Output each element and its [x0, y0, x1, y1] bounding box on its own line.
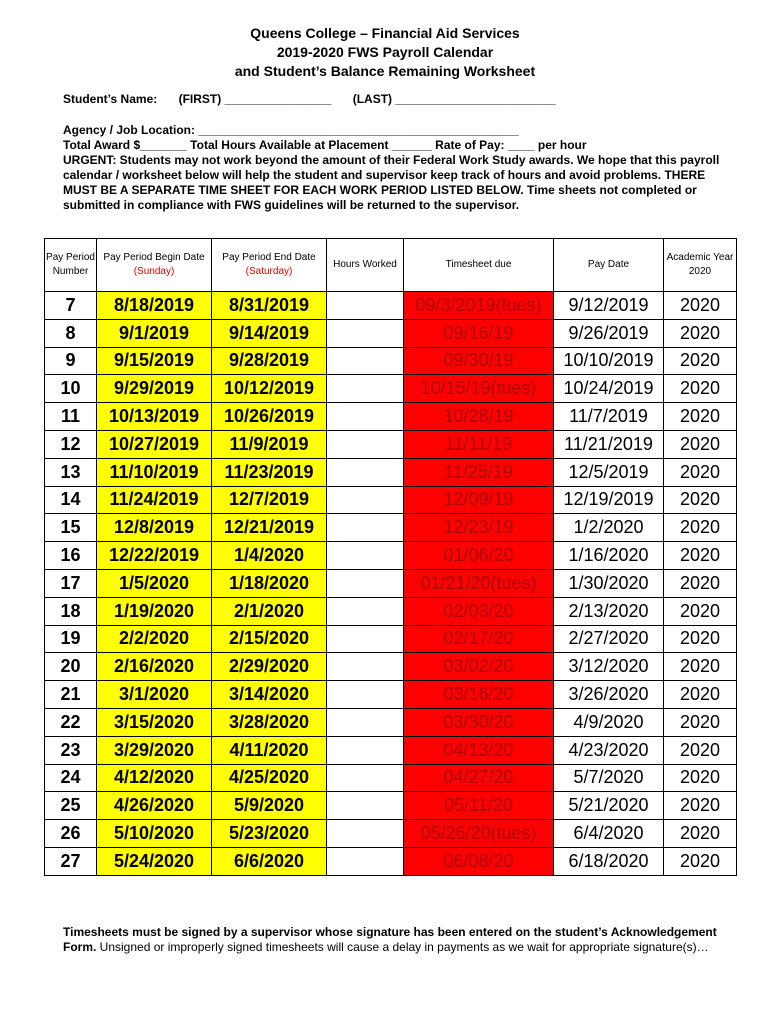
- cell-timesheet-due: 10/28/19: [404, 403, 554, 431]
- placement-info: [63, 123, 723, 213]
- cell-hours-worked[interactable]: [327, 430, 404, 458]
- cell-timesheet-due: 02/17/20: [404, 625, 554, 653]
- cell-begin-date: 12/22/2019: [97, 542, 212, 570]
- cell-pay-period-number: 7: [45, 292, 97, 320]
- cell-end-date: 1/4/2020: [212, 542, 327, 570]
- cell-timesheet-due: 01/06/20: [404, 542, 554, 570]
- cell-academic-year: 2020: [664, 292, 737, 320]
- cell-pay-period-number: 27: [45, 847, 97, 875]
- cell-pay-period-number: 20: [45, 653, 97, 681]
- cell-begin-date: 5/10/2020: [97, 820, 212, 848]
- table-header-row: [45, 239, 737, 292]
- header-begin-date: Pay Period Begin Date (Sunday): [97, 239, 212, 292]
- cell-begin-date: 11/10/2019: [97, 458, 212, 486]
- cell-academic-year: 2020: [664, 458, 737, 486]
- table-body: [45, 292, 737, 876]
- cell-begin-date: 3/15/2020: [97, 708, 212, 736]
- cell-end-date: 5/9/2020: [212, 792, 327, 820]
- cell-pay-date: 9/12/2019: [554, 292, 664, 320]
- cell-hours-worked[interactable]: [327, 653, 404, 681]
- cell-academic-year: 2020: [664, 792, 737, 820]
- table-row: [45, 708, 737, 736]
- cell-hours-worked[interactable]: [327, 347, 404, 375]
- cell-timesheet-due: 06/08/20: [404, 847, 554, 875]
- cell-timesheet-due: 03/16/20: [404, 681, 554, 709]
- cell-academic-year: 2020: [664, 486, 737, 514]
- cell-hours-worked[interactable]: [327, 292, 404, 320]
- table-row: [45, 430, 737, 458]
- footer-text: Unsigned or improperly signed timesheets will cause a delay in payments as we wait for appropriate signature(s)…: [96, 940, 709, 954]
- header-hours-worked: Hours Worked: [327, 239, 404, 292]
- cell-end-date: 4/11/2020: [212, 736, 327, 764]
- cell-pay-period-number: 14: [45, 486, 97, 514]
- table-row: [45, 569, 737, 597]
- cell-pay-date: 1/16/2020: [554, 542, 664, 570]
- cell-hours-worked[interactable]: [327, 708, 404, 736]
- cell-pay-period-number: 13: [45, 458, 97, 486]
- cell-end-date: 4/25/2020: [212, 764, 327, 792]
- table-row: [45, 820, 737, 848]
- cell-academic-year: 2020: [664, 403, 737, 431]
- cell-academic-year: 2020: [664, 375, 737, 403]
- header-timesheet-due: Timesheet due: [404, 239, 554, 292]
- cell-begin-date: 5/24/2020: [97, 847, 212, 875]
- cell-pay-period-number: 25: [45, 792, 97, 820]
- student-name-row: [63, 92, 574, 106]
- urgent-text: Students may not work beyond the amount of their Federal Work Study awards. We hope that this payroll calendar / worksheet below will help the student and supervisor keep track of hours and avoid problems. THERE MUST BE A SEPARATE TIME SHEET FOR EACH WORK PERIOD LISTED BELOW. Time sheets not completed or submitted in compliance with FWS guidelines will be returned to the supervisor.: [63, 153, 720, 212]
- table-row: [45, 597, 737, 625]
- first-name-field[interactable]: (FIRST) ________________: [178, 92, 332, 106]
- table-row: [45, 292, 737, 320]
- table-row: [45, 347, 737, 375]
- cell-end-date: 12/7/2019: [212, 486, 327, 514]
- cell-timesheet-due: 05/26/20(tues): [404, 820, 554, 848]
- title-line-2: 2019-2020 FWS Payroll Calendar: [276, 44, 494, 60]
- table-row: [45, 653, 737, 681]
- cell-timesheet-due: 04/13/20: [404, 736, 554, 764]
- header-begin-day: (Sunday): [133, 266, 175, 277]
- document-title-block: [0, 24, 770, 81]
- cell-pay-date: 11/21/2019: [554, 430, 664, 458]
- cell-pay-period-number: 16: [45, 542, 97, 570]
- header-end-day: (Saturday): [245, 266, 293, 277]
- cell-academic-year: 2020: [664, 653, 737, 681]
- cell-end-date: 11/23/2019: [212, 458, 327, 486]
- cell-end-date: 10/12/2019: [212, 375, 327, 403]
- agency-line[interactable]: Agency / Job Location: ________________________________________________: [63, 123, 519, 137]
- cell-begin-date: 10/13/2019: [97, 403, 212, 431]
- cell-pay-period-number: 12: [45, 430, 97, 458]
- cell-pay-date: 12/5/2019: [554, 458, 664, 486]
- cell-hours-worked[interactable]: [327, 319, 404, 347]
- cell-academic-year: 2020: [664, 847, 737, 875]
- cell-end-date: 3/14/2020: [212, 681, 327, 709]
- footer-bold-text: Timesheets must be signed by a supervisor whose signature has been entered on the student’s Acknowledgement Form.: [63, 925, 717, 954]
- payroll-calendar-table: [44, 238, 737, 876]
- title-line-3: and Student’s Balance Remaining Worksheet: [234, 63, 536, 79]
- cell-hours-worked[interactable]: [327, 625, 404, 653]
- cell-pay-period-number: 11: [45, 403, 97, 431]
- footer-note: [63, 925, 723, 955]
- last-name-field[interactable]: (LAST) ________________________: [352, 92, 556, 106]
- cell-pay-period-number: 8: [45, 319, 97, 347]
- table-row: [45, 792, 737, 820]
- header-end-date: Pay Period End Date (Saturday): [212, 239, 327, 292]
- cell-academic-year: 2020: [664, 820, 737, 848]
- table-row: [45, 458, 737, 486]
- table-row: [45, 681, 737, 709]
- table-row: [45, 375, 737, 403]
- cell-begin-date: 2/2/2020: [97, 625, 212, 653]
- cell-begin-date: 11/24/2019: [97, 486, 212, 514]
- cell-pay-period-number: 19: [45, 625, 97, 653]
- cell-end-date: 9/14/2019: [212, 319, 327, 347]
- urgent-label: URGENT:: [63, 153, 117, 167]
- award-line[interactable]: Total Award $_______ Total Hours Available at Placement ______ Rate of Pay: ____ per hour: [63, 138, 587, 152]
- cell-timesheet-due: 12/09/19: [404, 486, 554, 514]
- cell-pay-date: 6/4/2020: [554, 820, 664, 848]
- cell-begin-date: 1/5/2020: [97, 569, 212, 597]
- cell-timesheet-due: 09/3/2019(tues): [404, 292, 554, 320]
- cell-pay-period-number: 24: [45, 764, 97, 792]
- cell-hours-worked[interactable]: [327, 542, 404, 570]
- cell-end-date: 2/1/2020: [212, 597, 327, 625]
- cell-timesheet-due: 09/16/19: [404, 319, 554, 347]
- cell-pay-date: 4/23/2020: [554, 736, 664, 764]
- cell-academic-year: 2020: [664, 319, 737, 347]
- cell-begin-date: 9/1/2019: [97, 319, 212, 347]
- cell-hours-worked[interactable]: [327, 736, 404, 764]
- cell-begin-date: 2/16/2020: [97, 653, 212, 681]
- cell-pay-date: 2/13/2020: [554, 597, 664, 625]
- cell-pay-date: 5/21/2020: [554, 792, 664, 820]
- cell-hours-worked[interactable]: [327, 792, 404, 820]
- cell-hours-worked[interactable]: [327, 820, 404, 848]
- cell-end-date: 12/21/2019: [212, 514, 327, 542]
- cell-pay-date: 10/10/2019: [554, 347, 664, 375]
- cell-pay-date: 2/27/2020: [554, 625, 664, 653]
- cell-pay-date: 5/7/2020: [554, 764, 664, 792]
- cell-pay-period-number: 10: [45, 375, 97, 403]
- cell-pay-date: 3/12/2020: [554, 653, 664, 681]
- cell-academic-year: 2020: [664, 625, 737, 653]
- cell-pay-period-number: 17: [45, 569, 97, 597]
- cell-pay-date: 9/26/2019: [554, 319, 664, 347]
- cell-hours-worked[interactable]: [327, 458, 404, 486]
- cell-pay-date: 6/18/2020: [554, 847, 664, 875]
- cell-timesheet-due: 01/21/20(tues): [404, 569, 554, 597]
- header-pay-date: Pay Date: [554, 239, 664, 292]
- cell-timesheet-due: 11/11/19: [404, 430, 554, 458]
- cell-academic-year: 2020: [664, 736, 737, 764]
- table-row: [45, 625, 737, 653]
- cell-begin-date: 9/15/2019: [97, 347, 212, 375]
- cell-end-date: 3/28/2020: [212, 708, 327, 736]
- table-row: [45, 486, 737, 514]
- cell-pay-date: 4/9/2020: [554, 708, 664, 736]
- table-row: [45, 764, 737, 792]
- cell-academic-year: 2020: [664, 681, 737, 709]
- cell-timesheet-due: 05/11/20: [404, 792, 554, 820]
- cell-hours-worked[interactable]: [327, 847, 404, 875]
- cell-pay-period-number: 15: [45, 514, 97, 542]
- cell-end-date: 1/18/2020: [212, 569, 327, 597]
- header-pay-period-number: Pay Period Number: [45, 239, 97, 292]
- urgent-notice: [63, 153, 723, 213]
- cell-end-date: 5/23/2020: [212, 820, 327, 848]
- student-name-label: Student’s Name:: [63, 92, 158, 106]
- cell-pay-date: 1/2/2020: [554, 514, 664, 542]
- table-row: [45, 403, 737, 431]
- cell-academic-year: 2020: [664, 347, 737, 375]
- cell-begin-date: 10/27/2019: [97, 430, 212, 458]
- cell-timesheet-due: 03/30/20: [404, 708, 554, 736]
- cell-hours-worked[interactable]: [327, 403, 404, 431]
- cell-pay-date: 1/30/2020: [554, 569, 664, 597]
- cell-end-date: 11/9/2019: [212, 430, 327, 458]
- table-row: [45, 514, 737, 542]
- cell-pay-period-number: 9: [45, 347, 97, 375]
- cell-begin-date: 12/8/2019: [97, 514, 212, 542]
- cell-pay-date: 10/24/2019: [554, 375, 664, 403]
- table-row: [45, 847, 737, 875]
- cell-hours-worked[interactable]: [327, 375, 404, 403]
- cell-pay-period-number: 22: [45, 708, 97, 736]
- cell-academic-year: 2020: [664, 430, 737, 458]
- table-row: [45, 319, 737, 347]
- table-row: [45, 542, 737, 570]
- cell-hours-worked[interactable]: [327, 764, 404, 792]
- cell-hours-worked[interactable]: [327, 569, 404, 597]
- cell-timesheet-due: 10/15/19(tues): [404, 375, 554, 403]
- cell-hours-worked[interactable]: [327, 514, 404, 542]
- cell-end-date: 2/15/2020: [212, 625, 327, 653]
- table-row: [45, 736, 737, 764]
- cell-timesheet-due: 02/03/20: [404, 597, 554, 625]
- cell-begin-date: 1/19/2020: [97, 597, 212, 625]
- cell-begin-date: 4/26/2020: [97, 792, 212, 820]
- cell-begin-date: 9/29/2019: [97, 375, 212, 403]
- cell-hours-worked[interactable]: [327, 486, 404, 514]
- cell-end-date: 6/6/2020: [212, 847, 327, 875]
- cell-academic-year: 2020: [664, 597, 737, 625]
- cell-timesheet-due: 09/30/19: [404, 347, 554, 375]
- cell-academic-year: 2020: [664, 708, 737, 736]
- cell-academic-year: 2020: [664, 514, 737, 542]
- cell-hours-worked[interactable]: [327, 597, 404, 625]
- cell-timesheet-due: 11/25/19: [404, 458, 554, 486]
- cell-pay-date: 11/7/2019: [554, 403, 664, 431]
- cell-pay-date: 12/19/2019: [554, 486, 664, 514]
- cell-end-date: 2/29/2020: [212, 653, 327, 681]
- cell-pay-period-number: 23: [45, 736, 97, 764]
- cell-academic-year: 2020: [664, 764, 737, 792]
- title-line-1: Queens College – Financial Aid Services: [250, 25, 520, 41]
- cell-timesheet-due: 12/23/19: [404, 514, 554, 542]
- cell-end-date: 9/28/2019: [212, 347, 327, 375]
- cell-pay-period-number: 18: [45, 597, 97, 625]
- header-academic-year: Academic Year 2020: [664, 239, 737, 292]
- cell-academic-year: 2020: [664, 569, 737, 597]
- cell-hours-worked[interactable]: [327, 681, 404, 709]
- cell-begin-date: 3/1/2020: [97, 681, 212, 709]
- cell-pay-date: 3/26/2020: [554, 681, 664, 709]
- cell-pay-period-number: 21: [45, 681, 97, 709]
- cell-timesheet-due: 03/02/20: [404, 653, 554, 681]
- cell-academic-year: 2020: [664, 542, 737, 570]
- cell-end-date: 10/26/2019: [212, 403, 327, 431]
- cell-begin-date: 4/12/2020: [97, 764, 212, 792]
- cell-pay-period-number: 26: [45, 820, 97, 848]
- cell-begin-date: 3/29/2020: [97, 736, 212, 764]
- cell-timesheet-due: 04/27/20: [404, 764, 554, 792]
- cell-end-date: 8/31/2019: [212, 292, 327, 320]
- cell-begin-date: 8/18/2019: [97, 292, 212, 320]
